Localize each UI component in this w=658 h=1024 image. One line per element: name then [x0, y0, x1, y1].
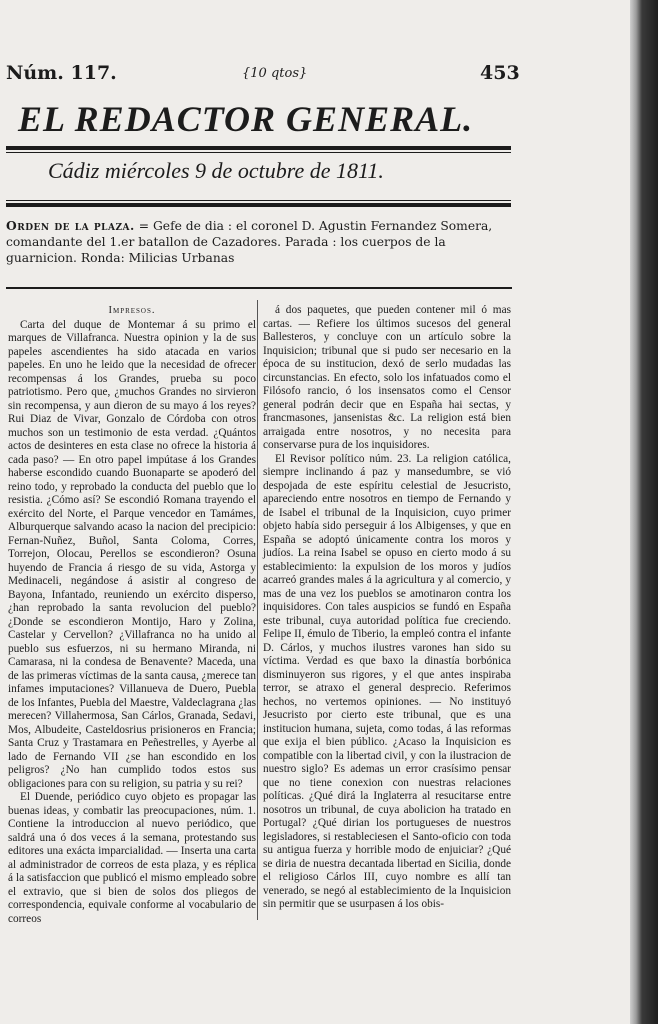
orden-text: = Gefe de dia : el coronel D. Agustin Fernandez Somera, comandante del 1.er batallon de Cazadores. Parada : los cuerpos de la guarnicion. Ronda: Milicias Urbanas [6, 219, 493, 265]
left-column [8, 304, 256, 926]
issue-price: {10 qtos} [242, 66, 308, 81]
article-paragraph: Carta del duque de Montemar á su primo el marques de Villafranca. Nuestra opinion y la de sus papeles ascendientes ha sido atacada en varios papeles. En uno he leido que la necesidad de ofrecer recompensas á los Grandes, prueba su poco patriotismo. Pero que, ¿muchos Grandes no sirvieron sin recompensa, y aun dieron de su mayo á los reyes? Rui Diaz de Vivar, Gonzalo de Córdoba con otros muchos son un testimonio de esta verdad. ¿Quántos actos de desinteres en esta clase no ofrece la historia á cada paso? — En otro papel impútase á los Grandes haberse escondido cuando Buonaparte se apoderó del reino todo, y reprobado la conducta del pueblo que lo resistia. ¿Cómo así? Se escondió Romana trayendo el exército del Norte, el Parque vencedor en Tamámes, Alburquerque salvando acaso la nacion del precipicio: Fernan-Nuñez, Buñol, Santa Coloma, Corres, Torrejon, Olocau, Perellos se escondieron? Osuna huyendo de Francia á riesgo de su vida, Astorga y Medinaceli, negándose á asistir al congreso de Bayona, Infantado, reuniendo un exército disperso, ¿han reprobado la santa revolucion del pueblo? ¿Donde se escondieron Montijo, Haro y Zolina, Castelar y Cervellon? ¿Villafranca no ha unido al pueblo sus esfuerzos, ni su hermano Miranda, ni Camarasa, ni la condesa de Benavente? Maceda, una de las primeras víctimas de la santa causa, ¿merece tan infames imputaciones? Villanueva de Duero, Puebla de los Infantes, Puebla del Maestre, Valdeclagrana ¿las merecen? Villahermosa, San Cárlos, Granada, Sedavi, Mos, Albudeite, Casteldosrius prisioneros en Francia; Santa Cruz y Trastamara en Peñestrelles, y Ayerbe al lado de Fernando VII ¿se han escondido en los peligros? ¿No han cumplido todos estos sus obligaciones para con su religion, su patria y su rei? [8, 318, 256, 790]
masthead-rule-top [6, 146, 511, 150]
page-number: 453 [480, 62, 520, 84]
section-heading-impresos: Impresos. [108, 305, 156, 316]
dateline-rule-thick [6, 203, 511, 207]
section-separator [6, 287, 512, 289]
masthead-title: EL REDACTOR GENERAL. [18, 99, 474, 139]
right-column [263, 304, 511, 912]
scan-edge-shadow [630, 0, 658, 1024]
article-paragraph: El Duende, periódico cuyo objeto es propagar las buenas ideas, y combatir las preocupaciones, núm. 1. Contiene la introduccion al nuevo periódico, que saldrá una ó dos veces á la semana, protestando sus editores una exácta imparcialidad. — Inserta una carta al administrador de correos de esta plaza, y es réplica á la satisfaccion que publicó el mismo empleado sobre el extravio, que si bien de solos dos pliegos de correspondencia, equivale conforme al vocabulario de correos [8, 791, 256, 925]
orden-de-la-plaza [6, 218, 512, 266]
article-paragraph: á dos paquetes, que pueden contener mil ó mas cartas. — Refiere los últimos sucesos del general Ballesteros, y concluye con un artículo sobre la Inquisicion; tribunal que si pudo ser necesario en la época de su institucion, dexó de serlo mudadas las circunstancias. En efecto, solo los infatuados como el Filósofo rancio, ó los insensatos como el Censor general podrán decir que en España hai sectas, y francmasones, jansenistas &c. La religion está bien arraigada entre nosotros, y no necesita para conservarse pura de los inquisidores. [263, 304, 511, 451]
orden-label: Orden de la plaza. [6, 218, 135, 233]
dateline: Cádiz miércoles 9 de octubre de 1811. [48, 158, 384, 183]
issue-number: Núm. 117. [6, 62, 117, 84]
column-divider [257, 300, 258, 920]
article-paragraph: El Revisor político núm. 23. La religion católica, siempre inclinando á paz y mansedumbre, se vió despojada de este espíritu celestial de Jesucristo, apareciendo entre nosotros en tiempo de Fernando y de Isabel el tribunal de la Inquisicion, cuyo primer objeto había sido perseguir á los Albigenses, y que en España se adoptó únicamente contra los moros y judíos. La reina Isabel se opuso en cierto modo á su establecimiento: la expulsion de los moros y judíos acarreó grandes males á la agricultura y al comercio, y mas de una vez los pueblos se amotinaron contra los inquisidores. Con tales auspicios se fundó en España este tribunal, cuya autoridad política fue creciendo. Felipe II, émulo de Tiberio, la empleó contra el infante D. Cárlos, y muchos ilustres varones han sido su víctima. Verdad es que baxo la dinastía borbónica disminuyeron sus rigores, y el que antes inspiraba terror, se atraxo el general desprecio. Referimos hechos, no vertemos opiniones. — No instituyó Jesucristo por cierto este tribunal, que es una institucion humana, sujeta, como todas, á las reformas que exija el bien público. ¿Acaso la Inquisicion es compatible con la libertad civil, y con la ilustracion de nuestro siglo? Es ademas un error crasísimo pensar que no tiene conexion con nuestras relaciones políticas. ¿Qué dirá la Inglaterra al resucitarse entre nosotros un tribunal, de cuya abolicion ha tratado en Portugal? ¿Qué dirian los portugueses de nuestros legisladores, si restableciesen el Santo-oficio con toda su antigua fuerza y horrible modo de enjuiciar? ¿Qué se diria de nuestra decantada libertad en Sicilia, donde el religioso Cárlos III, cuyo nombre es allí tan venerado, se negó al establecimiento de la Inquisicion sin permitir que se usurpasen á los obis- [263, 452, 511, 910]
masthead-rule-top-thin [6, 152, 511, 153]
dateline-rule-thin [6, 200, 511, 201]
